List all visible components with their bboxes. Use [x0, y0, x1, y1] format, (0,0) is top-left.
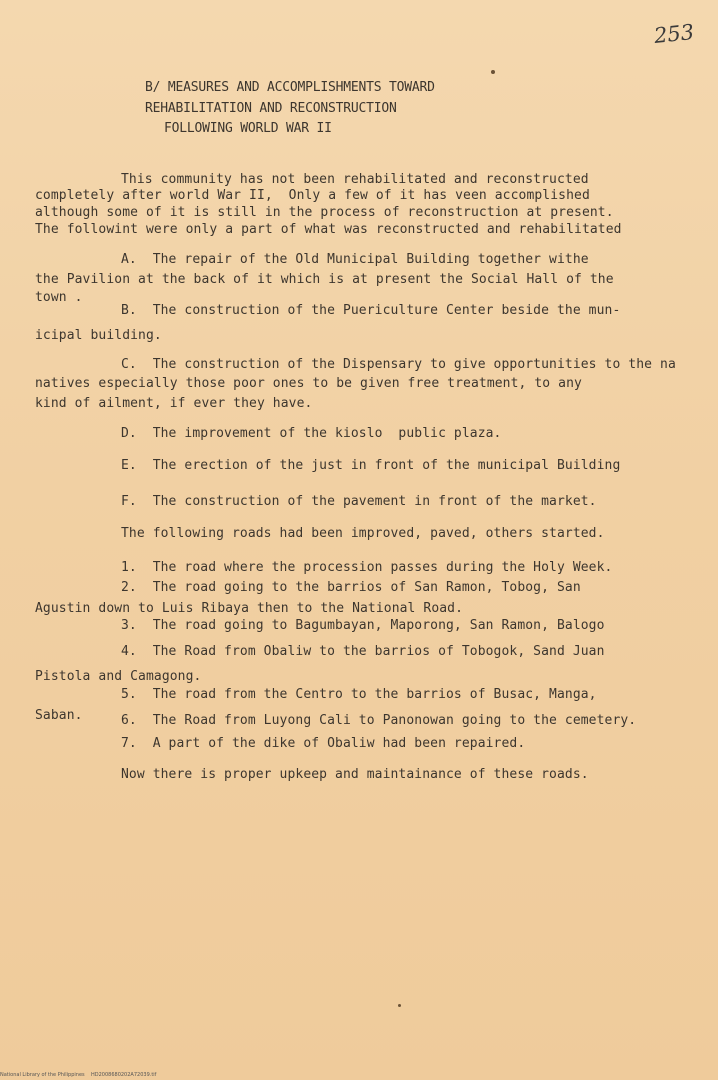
road-4-line-1: 4. The Road from Obaliw to the barrios of Tobogok, Sand Juan: [121, 644, 605, 659]
roads-intro: The following roads had been improved, paved, others started.: [121, 526, 605, 541]
item-a-line-2: the Pavilion at the back of it which is at present the Social Hall of the: [35, 272, 614, 287]
road-5-line-2: Saban.: [35, 708, 83, 723]
intro-line-3: although some of it is still in the process of reconstruction at present.: [35, 205, 614, 220]
intro-line-2: completely after world War II, Only a few of it has veen accomplished: [35, 188, 590, 203]
ink-spot-small: [398, 1004, 401, 1007]
closing-line: Now there is proper upkeep and maintainance of these roads.: [121, 767, 589, 782]
item-a-line-3: town .: [35, 290, 83, 305]
item-c-line-2: natives especially those poor ones to be given free treatment, to any: [35, 376, 582, 391]
ink-spot: [491, 70, 495, 74]
heading-line-2: REHABILITATION AND RECONSTRUCTION: [145, 101, 397, 116]
heading-line-1: B/ MEASURES AND ACCOMPLISHMENTS TOWARD: [145, 80, 435, 95]
road-2-line-2: Agustin down to Luis Ribaya then to the National Road.: [35, 601, 464, 616]
item-c-line-1: C. The construction of the Dispensary to give opportunities to the na: [121, 357, 676, 372]
road-1: 1. The road where the procession passes during the Holy Week.: [121, 560, 613, 575]
item-e: E. The erection of the just in front of the municipal Building: [121, 458, 621, 473]
intro-line-4: The followint were only a part of what was reconstructed and rehabilitated: [35, 222, 622, 237]
page-number: 253: [652, 19, 696, 49]
intro-line-1: This community has not been rehabilitated and reconstructed: [121, 172, 589, 187]
item-d: D. The improvement of the kioslo public plaza.: [121, 426, 502, 441]
item-c-line-3: kind of ailment, if ever they have.: [35, 396, 313, 411]
road-7: 7. A part of the dike of Obaliw had been repaired.: [121, 736, 526, 751]
item-b-line-1: B. The construction of the Puericulture Center beside the mun-: [121, 303, 621, 318]
road-5-line-1: 5. The road from the Centro to the barrios of Busac, Manga,: [121, 687, 597, 702]
road-6: 6. The Road from Luyong Cali to Panonowan going to the cemetery.: [121, 713, 637, 728]
heading-line-3: FOLLOWING WORLD WAR II: [164, 121, 332, 136]
item-b-line-2: icipal building.: [35, 328, 162, 343]
road-2-line-1: 2. The road going to the barrios of San Ramon, Tobog, San: [121, 580, 581, 595]
road-3: 3. The road going to Bagumbayan, Maporong, San Ramon, Balogo: [121, 618, 605, 633]
item-a-line-1: A. The repair of the Old Municipal Building together withe: [121, 252, 589, 267]
footer-archive-label: National Library of the Philippines HD2008680202A72039.tif: [0, 1072, 157, 1078]
road-4-line-2: Pistola and Camagong.: [35, 669, 202, 684]
item-f: F. The construction of the pavement in front of the market.: [121, 494, 597, 509]
